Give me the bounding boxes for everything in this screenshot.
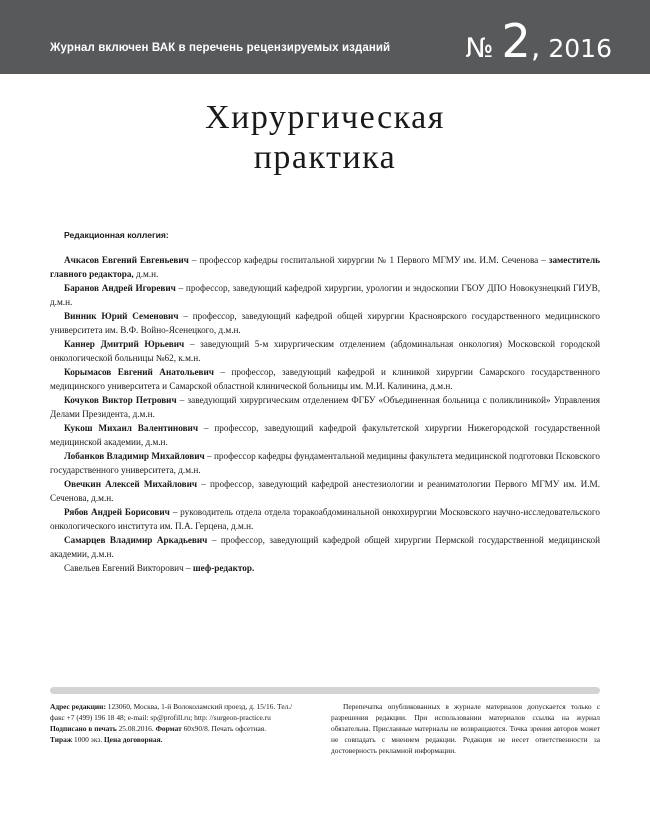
journal-title-line-1: Хирургическая bbox=[205, 99, 445, 136]
member-name: Овечкин Алексей Михайлович bbox=[64, 479, 198, 489]
board-member bbox=[50, 421, 600, 449]
member-name: Рябов Андрей Борисович bbox=[64, 507, 170, 517]
chief-editor-name: Савельев Евгений Викторович – bbox=[64, 563, 193, 573]
board-member bbox=[50, 505, 600, 533]
member-description: – руководитель отдела отдела торакоабдоминальной онкохирургии Московского научно-исследовательского онкологического института им. П.А. Герцена, д.м.н. bbox=[50, 507, 600, 531]
reprint-notice: Перепечатка опубликованных в журнале материалов допускается только с разрешения редакции. При использовании материалов ссылка на журнал обязательна. Присланные материалы не возвращаются. Точка зрения авторов может не совпадать с мнением редакции. Редакция не несет ответственности за достоверность рекламной информации. bbox=[331, 702, 600, 755]
run-label: Тираж bbox=[50, 735, 73, 744]
member-name: Ачкасов Евгений Евгеньевич bbox=[64, 255, 189, 265]
member-name: Каннер Дмитрий Юрьевич bbox=[64, 339, 185, 349]
chief-editor bbox=[50, 561, 600, 575]
member-description: – профессор, заведующий кафедрой общей хирургии Красноярского государственного медицинского университета им. В.Ф. Войно-Ясенецкого, д.м.н. bbox=[50, 311, 600, 335]
board-member bbox=[50, 449, 600, 477]
board-member bbox=[50, 253, 600, 281]
journal-title-line-2: практика bbox=[253, 139, 397, 176]
member-description: – заведующий хирургическим отделением ФГБУ «Объединенная больница с поликлиникой» Управления Делами Президента, д.м.н. bbox=[50, 395, 600, 419]
signed-date: 25.08.2016. bbox=[116, 724, 156, 733]
address-value: 123060, Москва, 1-й Волоколамский проезд, д. 15/16. Тел./факс +7 (499) 196 18 48; e-mail: sp@profill.ru; http: //surgeon-practice.ru bbox=[50, 702, 293, 722]
member-description: – профессор, заведующий кафедрой анестезиологии и реаниматологии Первого МГМУ им. И.М. Сеченова, д.м.н. bbox=[50, 479, 600, 503]
member-name: Винник Юрий Семенович bbox=[64, 311, 179, 321]
board-member bbox=[50, 533, 600, 561]
member-description: – профессор, заведующий кафедрой хирургии, урологии и эндоскопии ГБОУ ДПО Новокузнецкий ГИУВ, д.м.н. bbox=[50, 283, 600, 307]
member-degree: д.м.н. bbox=[133, 269, 159, 279]
issue-number-value: 2 bbox=[501, 14, 531, 68]
print-details bbox=[50, 723, 300, 734]
issue-sign: № bbox=[465, 33, 494, 64]
member-description: – профессор, заведующий кафедрой общей хирургии Пермской государственной медицинской академии, д.м.н. bbox=[50, 535, 601, 559]
editorial-board bbox=[50, 228, 600, 575]
member-description: – профессор кафедры фундаментальной медицины факультета медицинской подготовки Псковского государственного университета, д.м.н. bbox=[50, 451, 601, 475]
format-label: Формат bbox=[155, 724, 182, 733]
member-description: – профессор, заведующий кафедрой и клиникой хирургии Самарского государственного медицинского университета и Самарской областной клинической больницы им. М.И. Калинина, д.м.н. bbox=[50, 367, 600, 391]
format-value: 60х90/8. Печать офсетная. bbox=[181, 724, 267, 733]
member-description: – профессор, заведующий кафедрой факультетской хирургии Нижегородской государственной медицинской академии, д.м.н. bbox=[50, 423, 600, 447]
member-role: заместитель главного редактора, bbox=[50, 255, 600, 279]
editorial-board-heading: Редакционная коллегия: bbox=[64, 230, 169, 240]
journal-title bbox=[0, 98, 650, 178]
issue-number bbox=[465, 14, 612, 68]
board-member bbox=[50, 477, 600, 505]
member-name: Кукош Михаил Валентинович bbox=[64, 423, 199, 433]
header-bar bbox=[0, 0, 650, 74]
imprint-info bbox=[50, 701, 300, 745]
board-member bbox=[50, 393, 600, 421]
address-label: Адрес редакции: bbox=[50, 702, 106, 711]
member-name: Корымасов Евгений Анатольевич bbox=[64, 367, 214, 377]
member-name: Кочуков Виктор Петрович bbox=[64, 395, 177, 405]
vak-notice: Журнал включен ВАК в перечень рецензируемых изданий bbox=[50, 42, 391, 54]
board-member bbox=[50, 337, 600, 365]
board-member bbox=[50, 281, 600, 309]
board-member bbox=[50, 309, 600, 337]
editorial-address bbox=[50, 701, 300, 723]
signed-label: Подписано в печать bbox=[50, 724, 117, 733]
member-name: Лобанков Владимир Михайлович bbox=[64, 451, 205, 461]
issue-year: 2016 bbox=[548, 34, 612, 63]
member-description: – профессор кафедры госпитальной хирургии № 1 Первого МГМУ им. И.М. Сеченова – bbox=[188, 255, 549, 265]
issue-comma: , bbox=[530, 30, 541, 65]
board-member bbox=[50, 365, 600, 393]
chief-editor-role: шеф-редактор. bbox=[192, 563, 255, 573]
member-name: Баранов Андрей Игоревич bbox=[64, 283, 176, 293]
price: Цена договорная. bbox=[103, 735, 163, 744]
member-description: – заведующий 5-м хирургическим отделением (абдоминальная онкология) Московской городской онкологической больницы №62, к.м.н. bbox=[50, 339, 600, 363]
footer-divider bbox=[50, 687, 600, 694]
run-value: 1000 экз. bbox=[72, 735, 104, 744]
print-run bbox=[50, 734, 300, 745]
member-name: Самарцев Владимир Аркадьевич bbox=[64, 535, 208, 545]
